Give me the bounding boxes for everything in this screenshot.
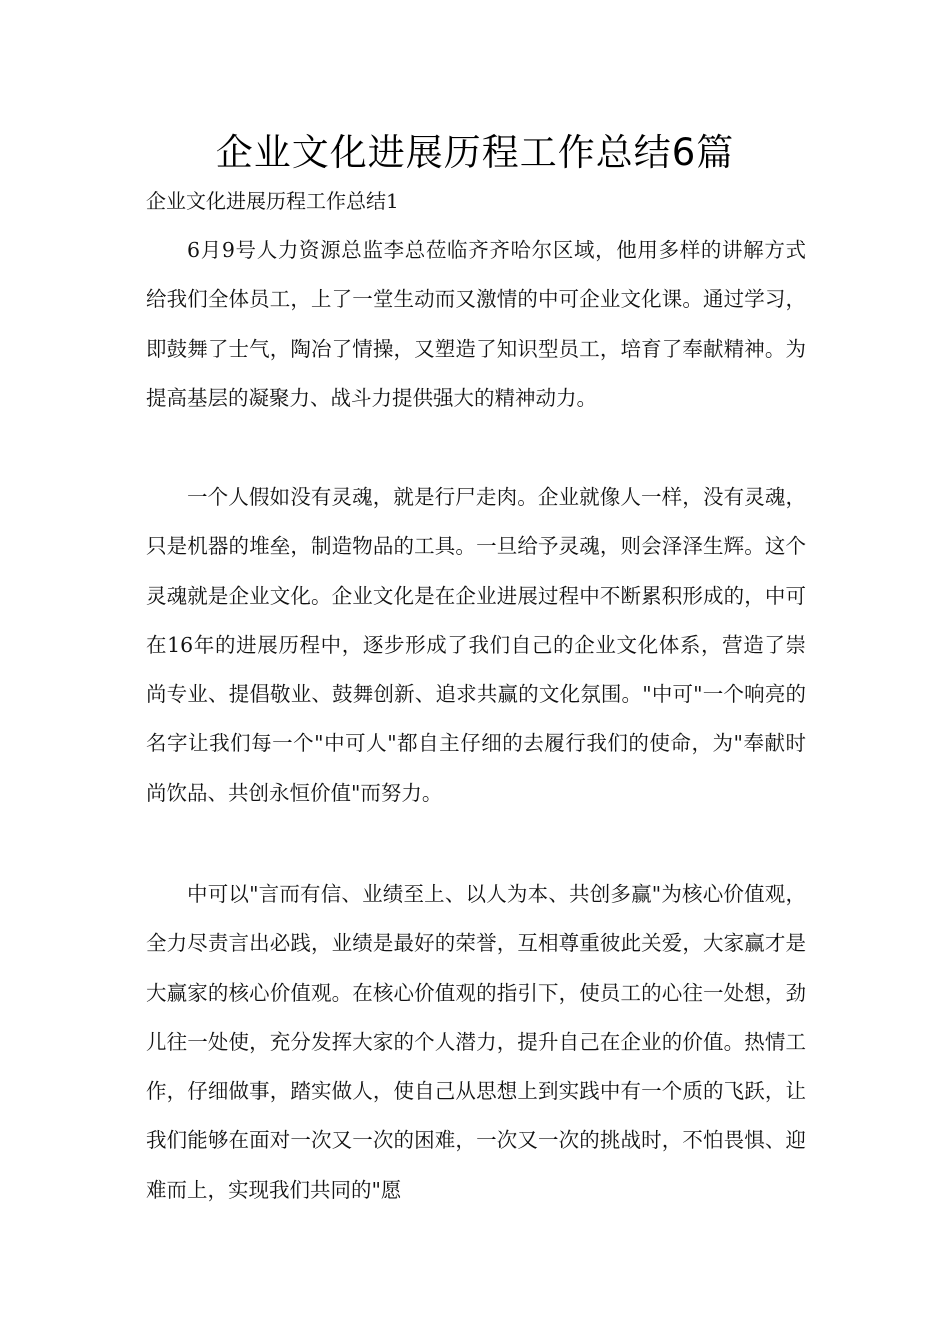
paragraph-2: 一个人假如没有灵魂，就是行尸走肉。企业就像人一样，没有灵魂，只是机器的堆垒，制造物品的工具。一旦给予灵魂，则会泽泽生辉。这个灵魂就是企业文化。企业文化是在企业进展过程中不断累积形成的，中可在16年的进展历程中，逐步形成了我们自己的企业文化体系，营造了崇尚专业、提倡敬业、鼓舞创新、追求共赢的文化氛围。"中可"一个响亮的名字让我们每一个"中可人"都自主仔细的去履行我们的使命，为"奉献时尚饮品、共创永恒价值"而努力。 xyxy=(146,485,806,805)
paragraph-1: 6月9号人力资源总监李总莅临齐齐哈尔区域，他用多样的讲解方式给我们全体员工，上了一堂生动而又激情的中可企业文化课。通过学习，即鼓舞了士气，陶冶了情操，又塑造了知识型员工，培育了奉献精神。为提高基层的凝聚力、战斗力提供强大的精神动力。 xyxy=(146,238,806,410)
paragraph-3: 中可以"言而有信、业绩至上、以人为本、共创多赢"为核心价值观，全力尽责言出必践，业绩是最好的荣誉，互相尊重彼此关爱，大家赢才是大赢家的核心价值观。在核心价值观的指引下，使员工的心往一处想，劲儿往一处使，充分发挥大家的个人潜力，提升自己在企业的价值。热情工作，仔细做事，踏实做人，使自己从思想上到实践中有一个质的飞跃，让我们能够在面对一次又一次的困难，一次又一次的挑战时，不怕畏惧、迎难而上，实现我们共同的"愿 xyxy=(146,882,806,1202)
page-title: 企业文化进展历程工作总结6篇 xyxy=(215,131,735,174)
section-heading: 企业文化进展历程工作总结1 xyxy=(146,189,399,213)
